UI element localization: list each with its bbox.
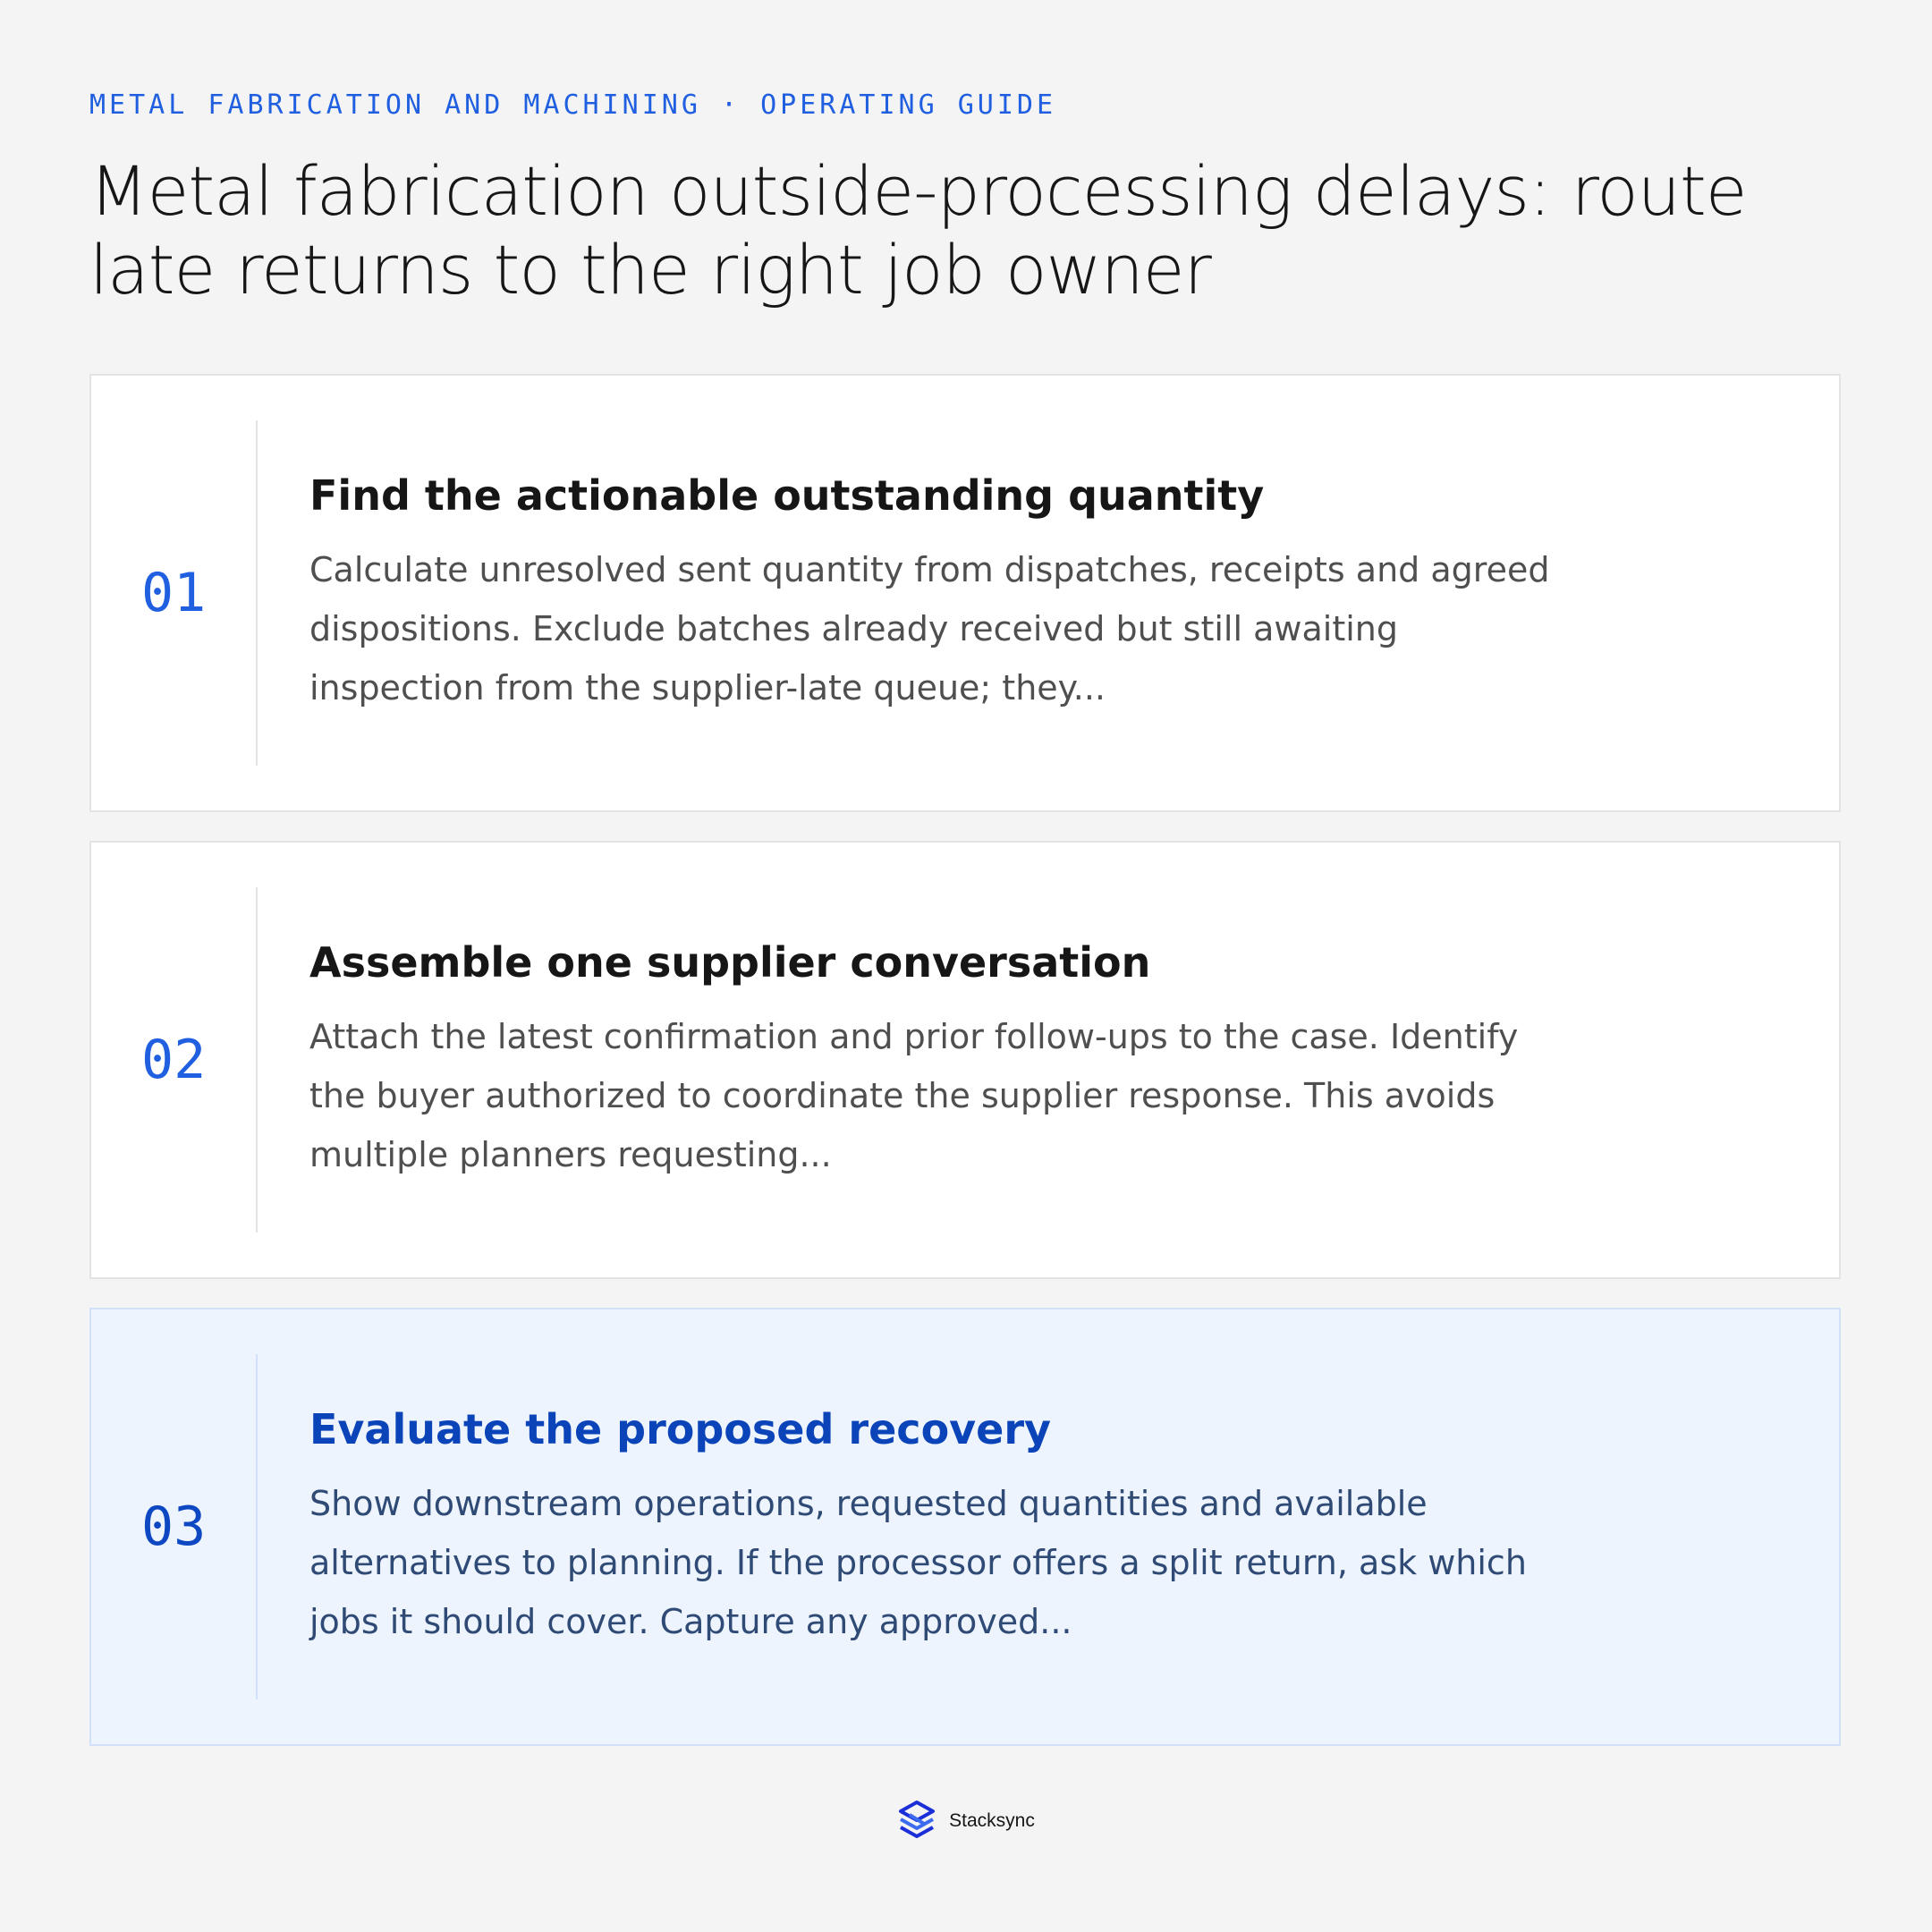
step-number: 01 — [141, 562, 207, 624]
step-divider — [256, 1354, 258, 1699]
step-description: Show downstream operations, requested quantities and available alternatives to planning. If the processor offers a split return, ask which jobs it should cover. Capture any approved... — [309, 1484, 1527, 1641]
stacksync-logo-icon — [897, 1800, 936, 1843]
step-content — [309, 843, 1597, 1277]
footer-brand — [0, 1800, 1932, 1843]
step-number: 02 — [141, 1029, 207, 1091]
step-description: Attach the latest confirmation and prior follow-ups to the case. Identify the buyer authorized to coordinate the supplier response. This avoids multiple planners requesting... — [309, 1017, 1519, 1174]
step-divider — [256, 887, 258, 1233]
step-number: 03 — [141, 1496, 207, 1558]
page-title: Metal fabrication outside-processing delays: route late returns to the right job owner — [89, 151, 1747, 309]
step-title: Evaluate the proposed recovery — [309, 1405, 1052, 1453]
step-title: Find the actionable outstanding quantity — [309, 471, 1265, 520]
step-content — [309, 376, 1597, 810]
brand-name: Stacksync — [949, 1810, 1035, 1831]
step-content — [309, 1309, 1597, 1744]
step-card-2 — [89, 841, 1841, 1279]
eyebrow-label: METAL FABRICATION AND MACHINING · OPERATING GUIDE — [89, 89, 1057, 121]
step-description: Calculate unresolved sent quantity from dispatches, receipts and agreed dispositions. Exclude batches already received but still awaiting inspection from the supplier-late queue; they... — [309, 550, 1550, 708]
step-title: Assemble one supplier conversation — [309, 938, 1151, 987]
step-card-3 — [89, 1308, 1841, 1746]
step-card-1 — [89, 374, 1841, 812]
step-divider — [256, 420, 258, 766]
